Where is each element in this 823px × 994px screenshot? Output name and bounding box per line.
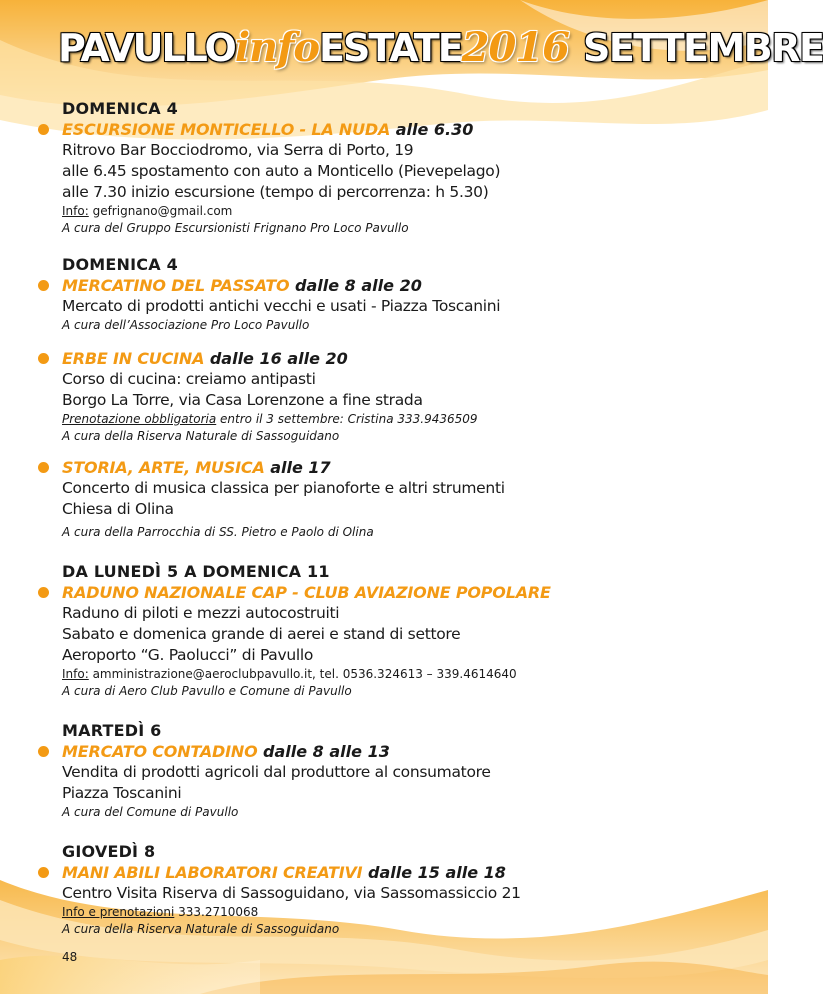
event-item bbox=[62, 720, 752, 821]
bullet-icon bbox=[38, 587, 49, 598]
event-desc: Chiesa di Olina bbox=[62, 500, 174, 518]
bullet-icon bbox=[38, 124, 49, 135]
event-time: dalle 15 alle 18 bbox=[362, 863, 506, 882]
event-desc: Borgo La Torre, via Casa Lorenzone a fine strada bbox=[62, 391, 423, 409]
event-organizer: A cura della Parrocchia di SS. Pietro e Paolo di Olina bbox=[62, 525, 374, 539]
event-desc: alle 6.45 spostamento con auto a Monticello (Pievepelago) bbox=[62, 162, 501, 180]
event-day: DOMENICA 4 bbox=[62, 255, 178, 274]
header-info: info bbox=[234, 24, 320, 71]
event-title-line bbox=[62, 119, 752, 140]
bullet-icon bbox=[38, 867, 49, 878]
info-contact: entro il 3 settembre: Cristina 333.9436509 bbox=[216, 412, 478, 426]
event-list bbox=[62, 98, 752, 938]
event-item bbox=[62, 841, 752, 938]
event-item bbox=[62, 348, 752, 445]
event-time: alle 17 bbox=[264, 458, 331, 477]
event-item bbox=[62, 254, 752, 334]
header-month: SETTEMBRE bbox=[582, 26, 823, 70]
event-desc: Concerto di musica classica per pianoforte e altri strumenti bbox=[62, 479, 505, 497]
event-desc: Aeroporto “G. Paolucci” di Pavullo bbox=[62, 646, 314, 664]
event-organizer: A cura della Riserva Naturale di Sassoguidano bbox=[62, 922, 340, 936]
event-organizer: A cura dell’Associazione Pro Loco Pavullo bbox=[62, 318, 310, 332]
event-title: ESCURSIONE MONTICELLO - LA NUDA bbox=[62, 120, 391, 139]
event-title-line bbox=[62, 582, 752, 603]
event-day: DA LUNEDÌ 5 A DOMENICA 11 bbox=[62, 562, 330, 581]
event-title-line bbox=[62, 862, 752, 883]
info-label: Prenotazione obbligatoria bbox=[62, 412, 217, 426]
event-day: DOMENICA 4 bbox=[62, 99, 178, 118]
event-desc: Vendita di prodotti agricoli dal produttore al consumatore bbox=[62, 763, 491, 781]
header-pavullo: PAVULLO bbox=[58, 26, 235, 70]
bullet-icon bbox=[38, 280, 49, 291]
event-desc: Piazza Toscanini bbox=[62, 784, 182, 802]
info-contact: amministrazione@aeroclubpavullo.it, tel. 0536.324613 – 339.4614640 bbox=[88, 667, 517, 681]
event-info bbox=[62, 203, 752, 220]
event-time: dalle 8 alle 20 bbox=[289, 276, 422, 295]
event-title-line bbox=[62, 275, 752, 296]
event-title: MERCATINO DEL PASSATO bbox=[62, 276, 290, 295]
event-desc: Ritrovo Bar Bocciodromo, via Serra di Porto, 19 bbox=[62, 141, 414, 159]
event-info bbox=[62, 666, 752, 683]
event-title: ERBE IN CUCINA bbox=[62, 349, 205, 368]
event-desc: Centro Visita Riserva di Sassoguidano, via Sassomassiccio 21 bbox=[62, 884, 521, 902]
event-info bbox=[62, 411, 752, 428]
event-item bbox=[62, 98, 752, 237]
event-title-line bbox=[62, 457, 752, 478]
event-day: GIOVEDÌ 8 bbox=[62, 842, 156, 861]
page-number: 48 bbox=[62, 950, 78, 964]
event-title-line bbox=[62, 741, 752, 762]
page-header bbox=[58, 24, 823, 84]
event-desc: Raduno di piloti e mezzi autocostruiti bbox=[62, 604, 340, 622]
event-desc: alle 7.30 inizio escursione (tempo di percorrenza: h 5.30) bbox=[62, 183, 489, 201]
event-organizer: A cura del Comune di Pavullo bbox=[62, 805, 239, 819]
info-label: Info: bbox=[62, 204, 89, 218]
event-organizer: A cura del Gruppo Escursionisti Frignano Pro Loco Pavullo bbox=[62, 221, 409, 235]
event-title: STORIA, ARTE, MUSICA bbox=[62, 458, 265, 477]
event-desc: Corso di cucina: creiamo antipasti bbox=[62, 370, 316, 388]
event-organizer: A cura della Riserva Naturale di Sassoguidano bbox=[62, 429, 340, 443]
info-label: Info: bbox=[62, 667, 89, 681]
info-label: Info e prenotazioni bbox=[62, 905, 175, 919]
event-desc: Mercato di prodotti antichi vecchi e usati - Piazza Toscanini bbox=[62, 297, 501, 315]
event-title-line bbox=[62, 348, 752, 369]
info-contact: 333.2710068 bbox=[174, 905, 259, 919]
event-item bbox=[62, 457, 752, 541]
header-year: 2016 bbox=[461, 24, 569, 71]
event-item bbox=[62, 561, 752, 700]
event-time: dalle 16 alle 20 bbox=[204, 349, 348, 368]
event-time: alle 6.30 bbox=[390, 120, 474, 139]
bullet-icon bbox=[38, 353, 49, 364]
bullet-icon bbox=[38, 746, 49, 757]
event-title: MERCATO CONTADINO bbox=[62, 742, 258, 761]
event-time: dalle 8 alle 13 bbox=[257, 742, 390, 761]
header-estate: ESTATE bbox=[319, 26, 462, 70]
event-desc: Sabato e domenica grande di aerei e stand di settore bbox=[62, 625, 461, 643]
event-organizer: A cura di Aero Club Pavullo e Comune di Pavullo bbox=[62, 684, 352, 698]
info-email: gefrignano@gmail.com bbox=[88, 204, 233, 218]
event-info bbox=[62, 904, 752, 921]
event-title: RADUNO NAZIONALE CAP - CLUB AVIAZIONE POPOLARE bbox=[62, 583, 551, 602]
event-title: MANI ABILI LABORATORI CREATIVI bbox=[62, 863, 363, 882]
event-day: MARTEDÌ 6 bbox=[62, 721, 162, 740]
bullet-icon bbox=[38, 462, 49, 473]
